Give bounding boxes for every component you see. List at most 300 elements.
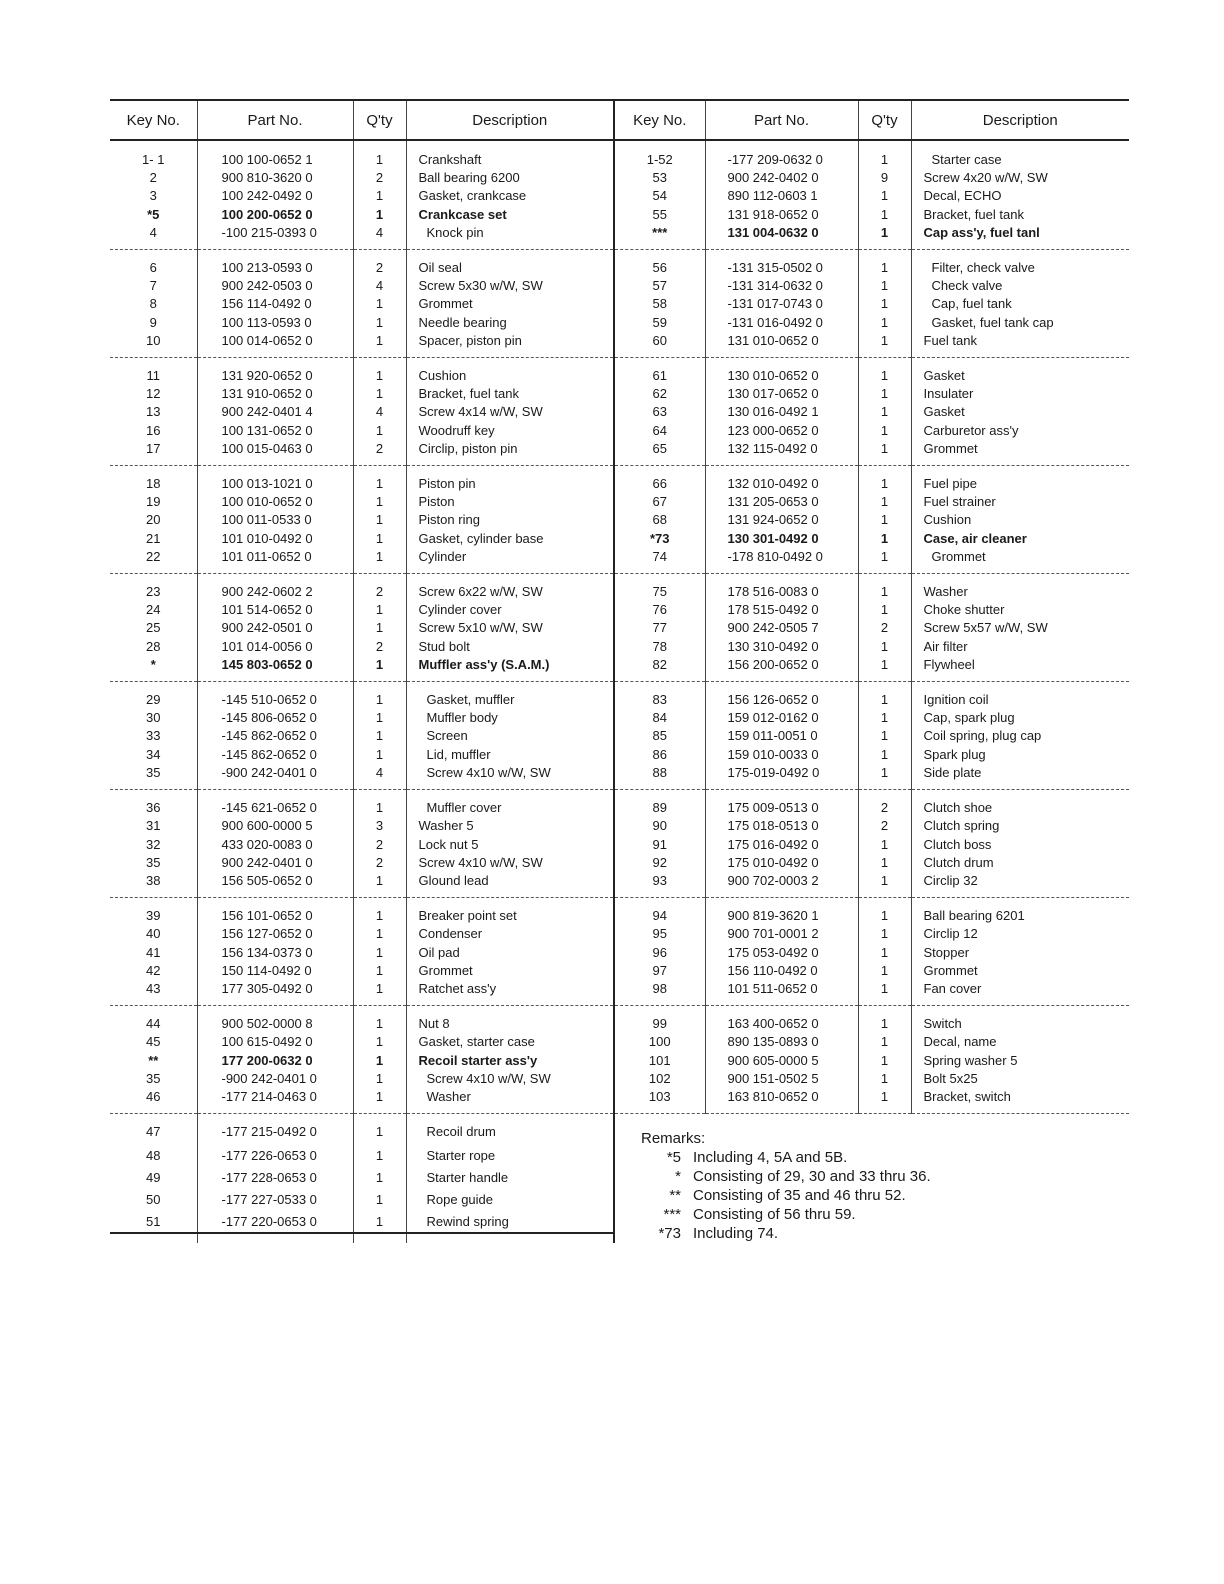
description: Grommet <box>418 962 473 978</box>
qty: 1 <box>375 980 384 996</box>
qty: 1 <box>375 1052 384 1068</box>
part-no: 890 135-0893 0 <box>727 1034 819 1050</box>
part-no: 159 012-0162 0 <box>727 710 819 726</box>
qty: 1 <box>880 494 889 510</box>
part-no: 175 018-0513 0 <box>727 818 819 834</box>
table-row <box>110 962 1129 980</box>
key-no: 4 <box>149 224 157 240</box>
qty: 1 <box>880 638 889 654</box>
description: Gasket, starter case <box>418 1034 535 1050</box>
part-no: -177 227-0533 0 <box>221 1191 317 1207</box>
key-no: 31 <box>146 818 161 834</box>
key-no: 95 <box>652 926 667 942</box>
description: Filter, check valve <box>931 260 1035 276</box>
remark-mark: *5 <box>666 1149 681 1167</box>
part-no: 900 242-0503 0 <box>221 278 313 294</box>
description: Breaker point set <box>418 908 517 924</box>
key-no: 96 <box>652 944 667 960</box>
part-no: -131 315-0502 0 <box>727 260 823 276</box>
part-no: 900 819-3620 1 <box>727 908 819 924</box>
table-row <box>110 493 1129 511</box>
key-no: 55 <box>652 206 667 222</box>
key-no: 12 <box>146 386 161 402</box>
key-no: 33 <box>146 728 161 744</box>
description: Lid, muffler <box>426 746 491 762</box>
qty: 1 <box>880 530 889 546</box>
description: Circlip, piston pin <box>418 440 518 456</box>
description: Grommet <box>418 296 473 312</box>
key-no: 103 <box>648 1088 671 1104</box>
table-row <box>110 836 1129 854</box>
qty: 1 <box>375 368 384 384</box>
part-no: 163 810-0652 0 <box>727 1088 819 1104</box>
qty: 1 <box>375 1213 384 1229</box>
part-no: -177 214-0463 0 <box>221 1088 317 1104</box>
qty: 1 <box>880 836 889 852</box>
key-no: 88 <box>652 764 667 780</box>
description: Rope guide <box>426 1191 493 1207</box>
qty: 1 <box>375 746 384 762</box>
qty: 1 <box>375 494 384 510</box>
qty: 1 <box>375 944 384 960</box>
part-no: 163 400-0652 0 <box>727 1016 819 1032</box>
header-qty: Q'ty <box>353 100 406 140</box>
qty: 1 <box>880 422 889 438</box>
description: Ball bearing 6201 <box>923 908 1025 924</box>
description: Case, air cleaner <box>923 530 1027 546</box>
part-no: 900 242-0401 0 <box>221 854 313 870</box>
qty: 1 <box>375 926 384 942</box>
description: Oil seal <box>418 260 462 276</box>
description: Circlip 32 <box>923 872 978 888</box>
qty: 2 <box>375 854 384 870</box>
qty: 1 <box>375 620 384 636</box>
table-row <box>110 854 1129 872</box>
qty: 4 <box>375 404 384 420</box>
key-no: 1- 1 <box>142 152 165 167</box>
qty: 1 <box>880 854 889 870</box>
description: Bracket, fuel tank <box>923 206 1024 222</box>
description: Gasket, cylinder base <box>418 530 544 546</box>
table-row <box>110 944 1129 962</box>
description: Cap, fuel tank <box>931 296 1012 312</box>
remark-text: Including 74. <box>693 1225 779 1243</box>
part-no: 433 020-0083 0 <box>221 836 313 852</box>
description: Washer <box>426 1088 471 1104</box>
part-no: -900 242-0401 0 <box>221 764 317 780</box>
qty: 1 <box>880 764 889 780</box>
part-no: 175-019-0492 0 <box>727 764 820 780</box>
table-bottom-rule <box>110 1232 615 1234</box>
key-no: 13 <box>146 404 161 420</box>
remark-text: Consisting of 29, 30 and 33 thru 36. <box>693 1168 931 1186</box>
key-no: 66 <box>652 476 667 492</box>
qty: 1 <box>880 1052 889 1068</box>
table-row <box>110 1070 1129 1088</box>
key-no: 35 <box>146 764 161 780</box>
description: Starter case <box>931 152 1002 167</box>
key-no: 42 <box>146 962 161 978</box>
qty: 9 <box>880 170 889 186</box>
description: Fan cover <box>923 980 982 996</box>
remark-item <box>641 1148 1129 1167</box>
part-no: 101 514-0652 0 <box>221 602 313 618</box>
key-no: 82 <box>652 656 667 672</box>
part-no: -177 226-0653 0 <box>221 1148 317 1163</box>
key-no: 94 <box>652 908 667 924</box>
description: Starter handle <box>426 1169 509 1185</box>
key-no: 3 <box>149 188 157 204</box>
description: Bracket, fuel tank <box>418 386 519 402</box>
table-row <box>110 727 1129 745</box>
key-no: 60 <box>652 332 667 348</box>
key-no: 47 <box>146 1124 161 1140</box>
key-no: 41 <box>146 944 161 960</box>
key-no: 77 <box>652 620 667 636</box>
description: Washer <box>923 584 968 600</box>
description: Muffler body <box>426 710 498 726</box>
table-row <box>110 422 1129 440</box>
table-row <box>110 601 1129 619</box>
key-no: 45 <box>146 1034 161 1050</box>
part-no: 132 115-0492 0 <box>727 440 818 456</box>
key-no: 101 <box>648 1052 671 1068</box>
part-no: -177 228-0653 0 <box>221 1169 317 1185</box>
table-row <box>110 332 1129 358</box>
description: Bracket, switch <box>923 1088 1011 1104</box>
remark-text: Including 4, 5A and 5B. <box>693 1149 848 1167</box>
part-no: -145 806-0652 0 <box>221 710 317 726</box>
qty: 1 <box>880 710 889 726</box>
description: Circlip 12 <box>923 926 978 942</box>
table-row <box>110 358 1129 386</box>
remarks <box>615 1123 1129 1243</box>
key-no: 19 <box>146 494 161 510</box>
qty: 4 <box>375 224 384 240</box>
qty: 2 <box>375 440 384 456</box>
description: Crankcase set <box>418 206 507 222</box>
part-no: -177 215-0492 0 <box>221 1124 317 1140</box>
remark-mark: *** <box>663 1206 681 1224</box>
part-no: 100 013-1021 0 <box>221 476 313 492</box>
header-part-no-2: Part No. <box>705 100 858 140</box>
description: Screw 4x14 w/W, SW <box>418 404 543 420</box>
key-no: 35 <box>146 854 161 870</box>
description: Spring washer 5 <box>923 1052 1018 1068</box>
key-no: 86 <box>652 746 667 762</box>
description: Lock nut 5 <box>418 836 479 852</box>
qty: 1 <box>880 548 889 564</box>
part-no: 131 920-0652 0 <box>221 368 313 384</box>
description: Rewind spring <box>426 1213 509 1229</box>
part-no: 145 803-0652 0 <box>221 656 313 672</box>
part-no: 131 205-0653 0 <box>727 494 819 510</box>
key-no: 34 <box>146 746 161 762</box>
table-row <box>110 790 1129 818</box>
qty: 1 <box>375 1016 384 1032</box>
key-no: 57 <box>652 278 667 294</box>
description: Woodruff key <box>418 422 495 438</box>
description: Muffler cover <box>426 800 502 816</box>
description: Screw 6x22 w/W, SW <box>418 584 543 600</box>
key-no: 30 <box>146 710 161 726</box>
qty: 2 <box>375 584 384 600</box>
description: Screw 4x10 w/W, SW <box>418 854 543 870</box>
description: Coil spring, plug cap <box>923 728 1042 744</box>
part-no: 175 016-0492 0 <box>727 836 819 852</box>
part-no: 100 615-0492 0 <box>221 1034 313 1050</box>
key-no: 76 <box>652 602 667 618</box>
key-no: 89 <box>652 800 667 816</box>
part-no: 900 810-3620 0 <box>221 170 313 186</box>
table-row <box>110 511 1129 529</box>
key-no: 56 <box>652 260 667 276</box>
description: Clutch spring <box>923 818 1000 834</box>
part-no: -131 016-0492 0 <box>727 314 823 330</box>
key-no: 99 <box>652 1016 667 1032</box>
description: Gasket, muffler <box>426 692 515 708</box>
part-no: 100 014-0652 0 <box>221 332 313 348</box>
key-no: 11 <box>146 368 160 384</box>
description: Fuel pipe <box>923 476 977 492</box>
part-no: 131 924-0652 0 <box>727 512 819 528</box>
qty: 1 <box>880 296 889 312</box>
qty: 1 <box>880 260 889 276</box>
description: Washer 5 <box>418 818 474 834</box>
part-no: -145 862-0652 0 <box>221 746 317 762</box>
key-no: 43 <box>146 980 161 996</box>
part-no: 130 016-0492 1 <box>727 404 819 420</box>
part-no: 100 010-0652 0 <box>221 494 313 510</box>
qty: 1 <box>880 980 889 996</box>
part-no: 101 011-0652 0 <box>221 548 312 564</box>
description: Screen <box>426 728 468 744</box>
table-row <box>110 403 1129 421</box>
qty: 4 <box>375 278 384 294</box>
description: Gasket <box>923 368 965 384</box>
key-no: 97 <box>652 962 667 978</box>
table-row <box>110 530 1129 548</box>
qty: 1 <box>375 656 384 672</box>
description: Cap ass'y, fuel tanl <box>923 224 1040 240</box>
qty: 2 <box>880 620 889 636</box>
qty: 1 <box>880 1016 889 1032</box>
part-no: 100 242-0492 0 <box>221 188 313 204</box>
description: Cushion <box>923 512 972 528</box>
table-row <box>110 1006 1129 1034</box>
qty: 1 <box>880 602 889 618</box>
description: Cap, spark plug <box>923 710 1015 726</box>
key-no: 7 <box>149 278 157 294</box>
table-row <box>110 1114 1129 1147</box>
remark-text: Consisting of 56 thru 59. <box>693 1206 856 1224</box>
key-no: 93 <box>652 872 667 888</box>
key-no: 38 <box>146 872 161 888</box>
qty: 1 <box>880 926 889 942</box>
qty: 1 <box>375 1148 384 1163</box>
table-row <box>110 898 1129 926</box>
key-no: 35 <box>146 1070 161 1086</box>
qty: 1 <box>880 908 889 924</box>
part-no: 150 114-0492 0 <box>221 962 312 978</box>
key-no: 10 <box>146 332 161 348</box>
part-no: -100 215-0393 0 <box>221 224 317 240</box>
qty: 2 <box>880 800 889 816</box>
part-no: 890 112-0603 1 <box>727 188 818 204</box>
key-no: 9 <box>149 314 157 330</box>
part-no: 900 502-0000 8 <box>221 1016 313 1032</box>
key-no: 68 <box>652 512 667 528</box>
qty: 1 <box>880 386 889 402</box>
description: Grommet <box>923 440 978 456</box>
description: Piston <box>418 494 455 510</box>
description: Clutch boss <box>923 836 992 852</box>
part-no: 101 010-0492 0 <box>221 530 313 546</box>
qty: 1 <box>880 188 889 204</box>
header-description: Description <box>406 100 614 140</box>
key-no: 28 <box>146 638 161 654</box>
part-no: 100 113-0593 0 <box>221 314 312 330</box>
part-no: 159 010-0033 0 <box>727 746 819 762</box>
description: Ratchet ass'y <box>418 980 497 996</box>
description: Spacer, piston pin <box>418 332 522 348</box>
qty: 1 <box>880 1088 889 1104</box>
table-row <box>110 1088 1129 1114</box>
description: Starter rope <box>426 1148 496 1163</box>
qty: 1 <box>375 512 384 528</box>
part-no: 175 010-0492 0 <box>727 854 819 870</box>
key-no: 92 <box>652 854 667 870</box>
part-no: -131 314-0632 0 <box>727 278 823 294</box>
key-no: 91 <box>652 836 667 852</box>
table-row <box>110 169 1129 187</box>
description: Cylinder cover <box>418 602 502 618</box>
description: Knock pin <box>426 224 484 240</box>
qty: 1 <box>375 476 384 492</box>
description: Air filter <box>923 638 968 654</box>
header-key-no-2: Key No. <box>614 100 705 140</box>
part-no: 100 200-0652 0 <box>221 206 313 222</box>
part-no: -177 209-0632 0 <box>727 152 823 167</box>
key-no: 16 <box>146 422 161 438</box>
part-no: 131 910-0652 0 <box>221 386 313 402</box>
table-row <box>110 980 1129 1006</box>
description: Choke shutter <box>923 602 1005 618</box>
description: Spark plug <box>923 746 986 762</box>
key-no: 75 <box>652 584 667 600</box>
qty: 1 <box>375 530 384 546</box>
key-no: 83 <box>652 692 667 708</box>
key-no: 65 <box>652 440 667 456</box>
description: Glound lead <box>418 872 489 888</box>
key-no: 100 <box>648 1034 671 1050</box>
qty: 1 <box>880 224 889 240</box>
table-row <box>110 140 1129 169</box>
part-no: 156 505-0652 0 <box>221 872 313 888</box>
description: Screw 4x10 w/W, SW <box>426 764 551 780</box>
description: Decal, name <box>923 1034 997 1050</box>
header-key-no: Key No. <box>110 100 197 140</box>
key-no: 102 <box>648 1070 671 1086</box>
part-no: 100 015-0463 0 <box>221 440 313 456</box>
description: Clutch shoe <box>923 800 993 816</box>
key-no: 90 <box>652 818 667 834</box>
table-row <box>110 548 1129 574</box>
qty: 2 <box>375 836 384 852</box>
qty: 2 <box>375 170 384 186</box>
part-no: -145 862-0652 0 <box>221 728 317 744</box>
key-no: *5 <box>147 206 160 222</box>
qty: 1 <box>880 728 889 744</box>
key-no: 61 <box>652 368 667 384</box>
key-no: 49 <box>146 1169 161 1185</box>
key-no: *73 <box>649 530 670 546</box>
qty: 1 <box>880 944 889 960</box>
part-no: 101 014-0056 0 <box>221 638 313 654</box>
qty: 1 <box>375 188 384 204</box>
key-no: 59 <box>652 314 667 330</box>
key-no: 44 <box>146 1016 161 1032</box>
qty: 1 <box>880 440 889 456</box>
table-row <box>110 746 1129 764</box>
part-no: 156 110-0492 0 <box>727 962 818 978</box>
key-no: 98 <box>652 980 667 996</box>
description: Fuel tank <box>923 332 977 348</box>
key-no: 25 <box>146 620 161 636</box>
remark-item <box>641 1224 1129 1243</box>
description: Stopper <box>923 944 970 960</box>
description: Condenser <box>418 926 483 942</box>
remark-mark: *73 <box>658 1225 681 1243</box>
qty: 1 <box>375 1124 384 1140</box>
remark-item <box>641 1186 1129 1205</box>
qty: 1 <box>880 152 889 167</box>
key-no: 24 <box>146 602 161 618</box>
key-no: 51 <box>146 1213 161 1229</box>
remarks-title: Remarks: <box>641 1130 706 1148</box>
description: Muffler ass'y (S.A.M.) <box>418 656 550 672</box>
qty: 1 <box>880 1034 889 1050</box>
description: Carburetor ass'y <box>923 422 1019 438</box>
qty: 2 <box>880 818 889 834</box>
qty: 1 <box>375 1034 384 1050</box>
table-row <box>110 385 1129 403</box>
description: Clutch drum <box>923 854 994 870</box>
qty: 1 <box>880 512 889 528</box>
description: Bolt 5x25 <box>923 1070 978 1086</box>
table-row <box>110 764 1129 790</box>
part-no: -145 621-0652 0 <box>221 800 317 816</box>
description: Gasket, crankcase <box>418 188 527 204</box>
key-no: 39 <box>146 908 161 924</box>
header-description-2: Description <box>911 100 1129 140</box>
description: Recoil starter ass'y <box>418 1052 538 1068</box>
qty: 1 <box>375 548 384 564</box>
part-no: 156 127-0652 0 <box>221 926 313 942</box>
description: Screw 5x30 w/W, SW <box>418 278 543 294</box>
qty: 2 <box>375 638 384 654</box>
key-no: 48 <box>146 1148 161 1163</box>
part-no: 130 010-0652 0 <box>727 368 819 384</box>
description: Flywheel <box>923 656 975 672</box>
part-no: 156 200-0652 0 <box>727 656 819 672</box>
qty: 1 <box>375 962 384 978</box>
part-no: 131 918-0652 0 <box>727 206 819 222</box>
key-no: 6 <box>149 260 157 276</box>
qty: 1 <box>375 206 384 222</box>
description: Ball bearing 6200 <box>418 170 520 186</box>
part-no: 900 600-0000 5 <box>221 818 313 834</box>
